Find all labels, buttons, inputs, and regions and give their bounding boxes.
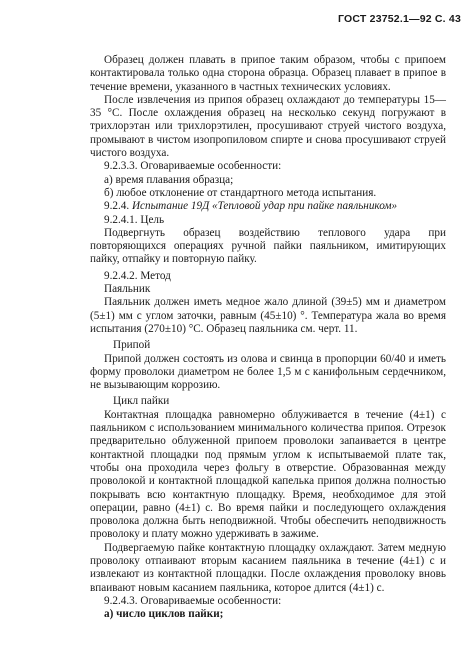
document-body — [90, 54, 446, 621]
paragraph: Контактная площадка равномерно облуживается в течение (4±1) с паяльником с использованием минимального количества припоя. Отрезок предварительно облуженной припоем проволоки запаивается в центре контактной площадки под прямым углом к испытываемой плате так, чтобы она проходила через фольгу в отверстие. Образованная между проволокой и контактной площадкой капелька припоя должна полностью покрывать всю контактную площадку. Время, необходимое для этой операции, равно (4±1) с. Во время пайки и последующего охлаждения проволока должна быть неподвижной. Чтобы обеспечить неподвижность проволоку и плату можно удерживать в зажиме. — [90, 408, 446, 541]
paragraph: 9.2.4.2. Метод — [104, 269, 171, 282]
paragraph: Цикл пайки — [113, 395, 170, 408]
paragraph: Припой должен состоять из олова и свинца в пропорции 60/40 и иметь форму проволоки диаметром не более 1,5 м с канифольным сердечником, не вызывающим коррозию. — [90, 352, 446, 392]
page-header: ГОСТ 23752.1—92 С. 43 — [338, 13, 461, 25]
paragraph: Подвергаемую пайке контактную площадку охлаждают. Затем медную проволоку отпаивают вторым касанием паяльника в течение (4±1) с и извлекают из контактной площадки. После охлаждения проволоку вновь впаивают новым касанием паяльника, которое длится (4±1) с. — [90, 541, 446, 594]
paragraph: После извлечения из припоя образец охлаждают до температуры 15—35 °С. После охлаждения образец на несколько секунд погружают в трихлорэтан или трихлорэтилен, просушивают струей чистого воздуха, промывают в чистом изопропиловом спирте и снова просушивают струей чистого воздуха. — [90, 93, 446, 160]
paragraph: 9.2.4.3. Оговариваемые особенности: — [104, 594, 282, 607]
paragraph: а) число циклов пайки; — [104, 608, 224, 621]
paragraph: Припой — [113, 339, 151, 352]
paragraph: а) время плавания образца; — [104, 173, 234, 186]
paragraph: Паяльник — [104, 283, 151, 296]
paragraph: 9.2.3.3. Оговариваемые особенности: — [104, 160, 282, 173]
paragraph: 9.2.4. Испытание 19Д «Тепловой удар при пайке паяльником» — [104, 200, 398, 213]
paragraph: б) любое отклонение от стандартного метода испытания. — [104, 186, 377, 199]
paragraph: Паяльник должен иметь медное жало длиной (39±5) мм и диаметром (5±1) мм с углом заточки, равным (45±10) °. Температура жала во время испытания (270±10) °С. Образец паяльника см. черт. 11. — [90, 296, 446, 335]
paragraph: Подвергнуть образец воздействию теплового удара при повторяющихся операциях ручной пайки паяльником, имитирующих пайку, отпайку и повторную пайку. — [90, 226, 446, 266]
paragraph: 9.2.4.1. Цель — [104, 213, 165, 226]
paragraph: Образец должен плавать в припое таким образом, чтобы с припоем контактировала только одна сторона образца. Образец плавает в припое в течение времени, указанного в частных технических условиях. — [90, 54, 446, 93]
